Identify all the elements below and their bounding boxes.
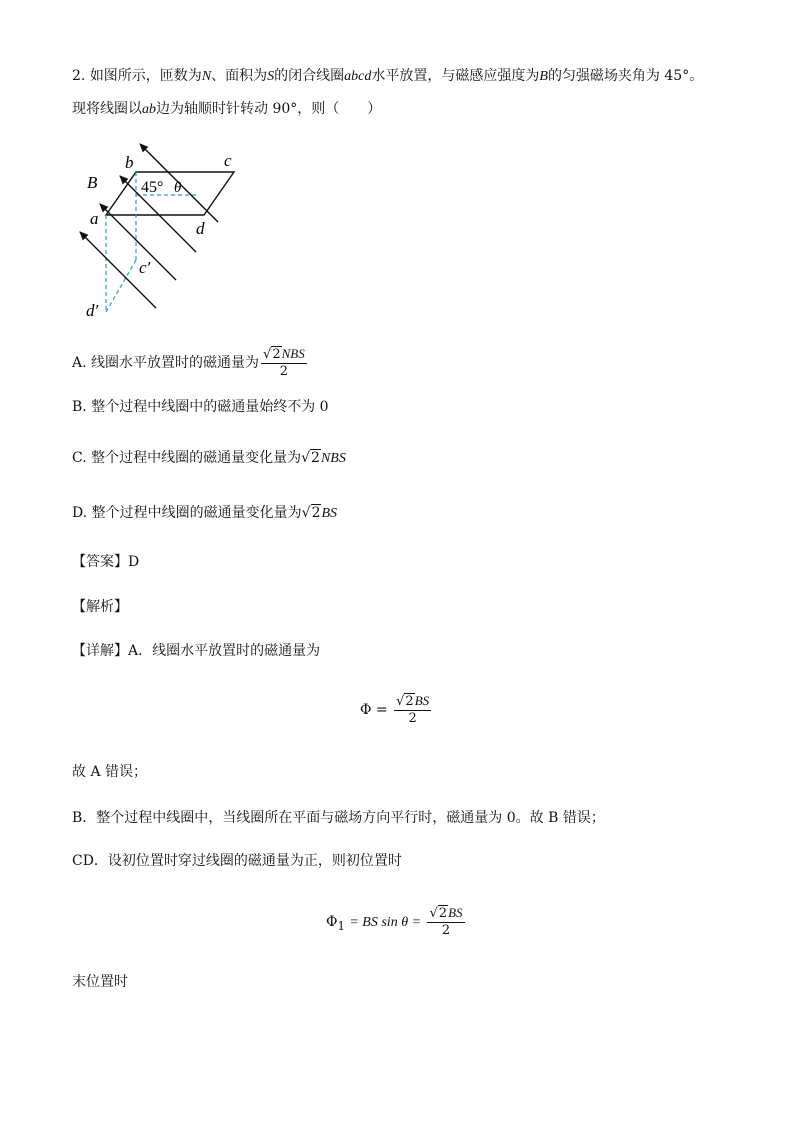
detail-a-line: 【详解】A．线圈水平放置时的磁通量为 <box>72 643 321 659</box>
answer-line <box>72 552 139 572</box>
label-theta: θ <box>174 180 182 196</box>
equation-2: $\Phi_1$ = BS sin θ = $\frac{√2BS}{2}$ <box>326 905 463 938</box>
option-d: D. 整个过程中线圈的磁通量变化量为√2BS <box>72 505 338 521</box>
analysis-label: 【解析】 <box>72 599 128 615</box>
label-c-prime: c′ <box>139 258 151 277</box>
analysis-line <box>72 597 128 617</box>
option-b: B. 整个过程中线圈中的磁通量始终不为 0 <box>72 399 329 415</box>
detail-end-line: 末位置时 <box>72 974 128 990</box>
label-c: c <box>224 151 232 170</box>
option-a: A. 线圈水平放置时的磁通量为 $\frac{\text{√2NBS}}{2}$ <box>72 346 305 379</box>
option-c: C. 整个过程中线圈的磁通量变化量为√2NBS <box>72 450 346 466</box>
question-number: 2. <box>72 68 86 84</box>
detail-label: 【详解】 <box>72 643 128 659</box>
option-a-fraction: $\frac{\text{√2NBS}}{2}$ <box>263 346 305 379</box>
label-b: b <box>125 153 134 172</box>
label-angle: 45° <box>141 179 164 196</box>
label-a: a <box>90 209 99 228</box>
label-d: d <box>196 219 205 238</box>
answer-value: D <box>128 554 140 570</box>
dashed-edge-cprime-dprime <box>106 260 136 312</box>
detail-b-line: B．整个过程中线圈中，当线圈所在平面与磁场方向平行时，磁通量为 0。故 B 错误； <box>72 810 605 826</box>
label-B: B <box>87 173 98 192</box>
detail-a-conclusion: 故 A 错误； <box>72 764 148 780</box>
option-d-formula: √2 <box>301 505 321 521</box>
option-c-formula: √2 <box>301 450 320 466</box>
detail-cd-line: CD．设初位置时穿过线圈的磁通量为正，则初位置时 <box>72 853 402 869</box>
question-line-2: 现将线圈以ab边为轴顺时针转动 90°，则（ ） <box>72 101 382 117</box>
label-d-prime: d′ <box>86 301 99 320</box>
coil-outline <box>106 172 234 215</box>
diagram-svg <box>78 140 258 325</box>
equation-1: Φ = $\frac{√2BS}{2}$ <box>360 693 430 726</box>
answer-label: 【答案】 <box>72 554 128 570</box>
coil-field-diagram <box>78 140 258 325</box>
question-line-1: 2. 如图所示，匝数为N、面积为S的闭合线圈abcd水平放置，与磁感应强度为B的匀强磁场夹角为 45°。 <box>72 68 704 84</box>
